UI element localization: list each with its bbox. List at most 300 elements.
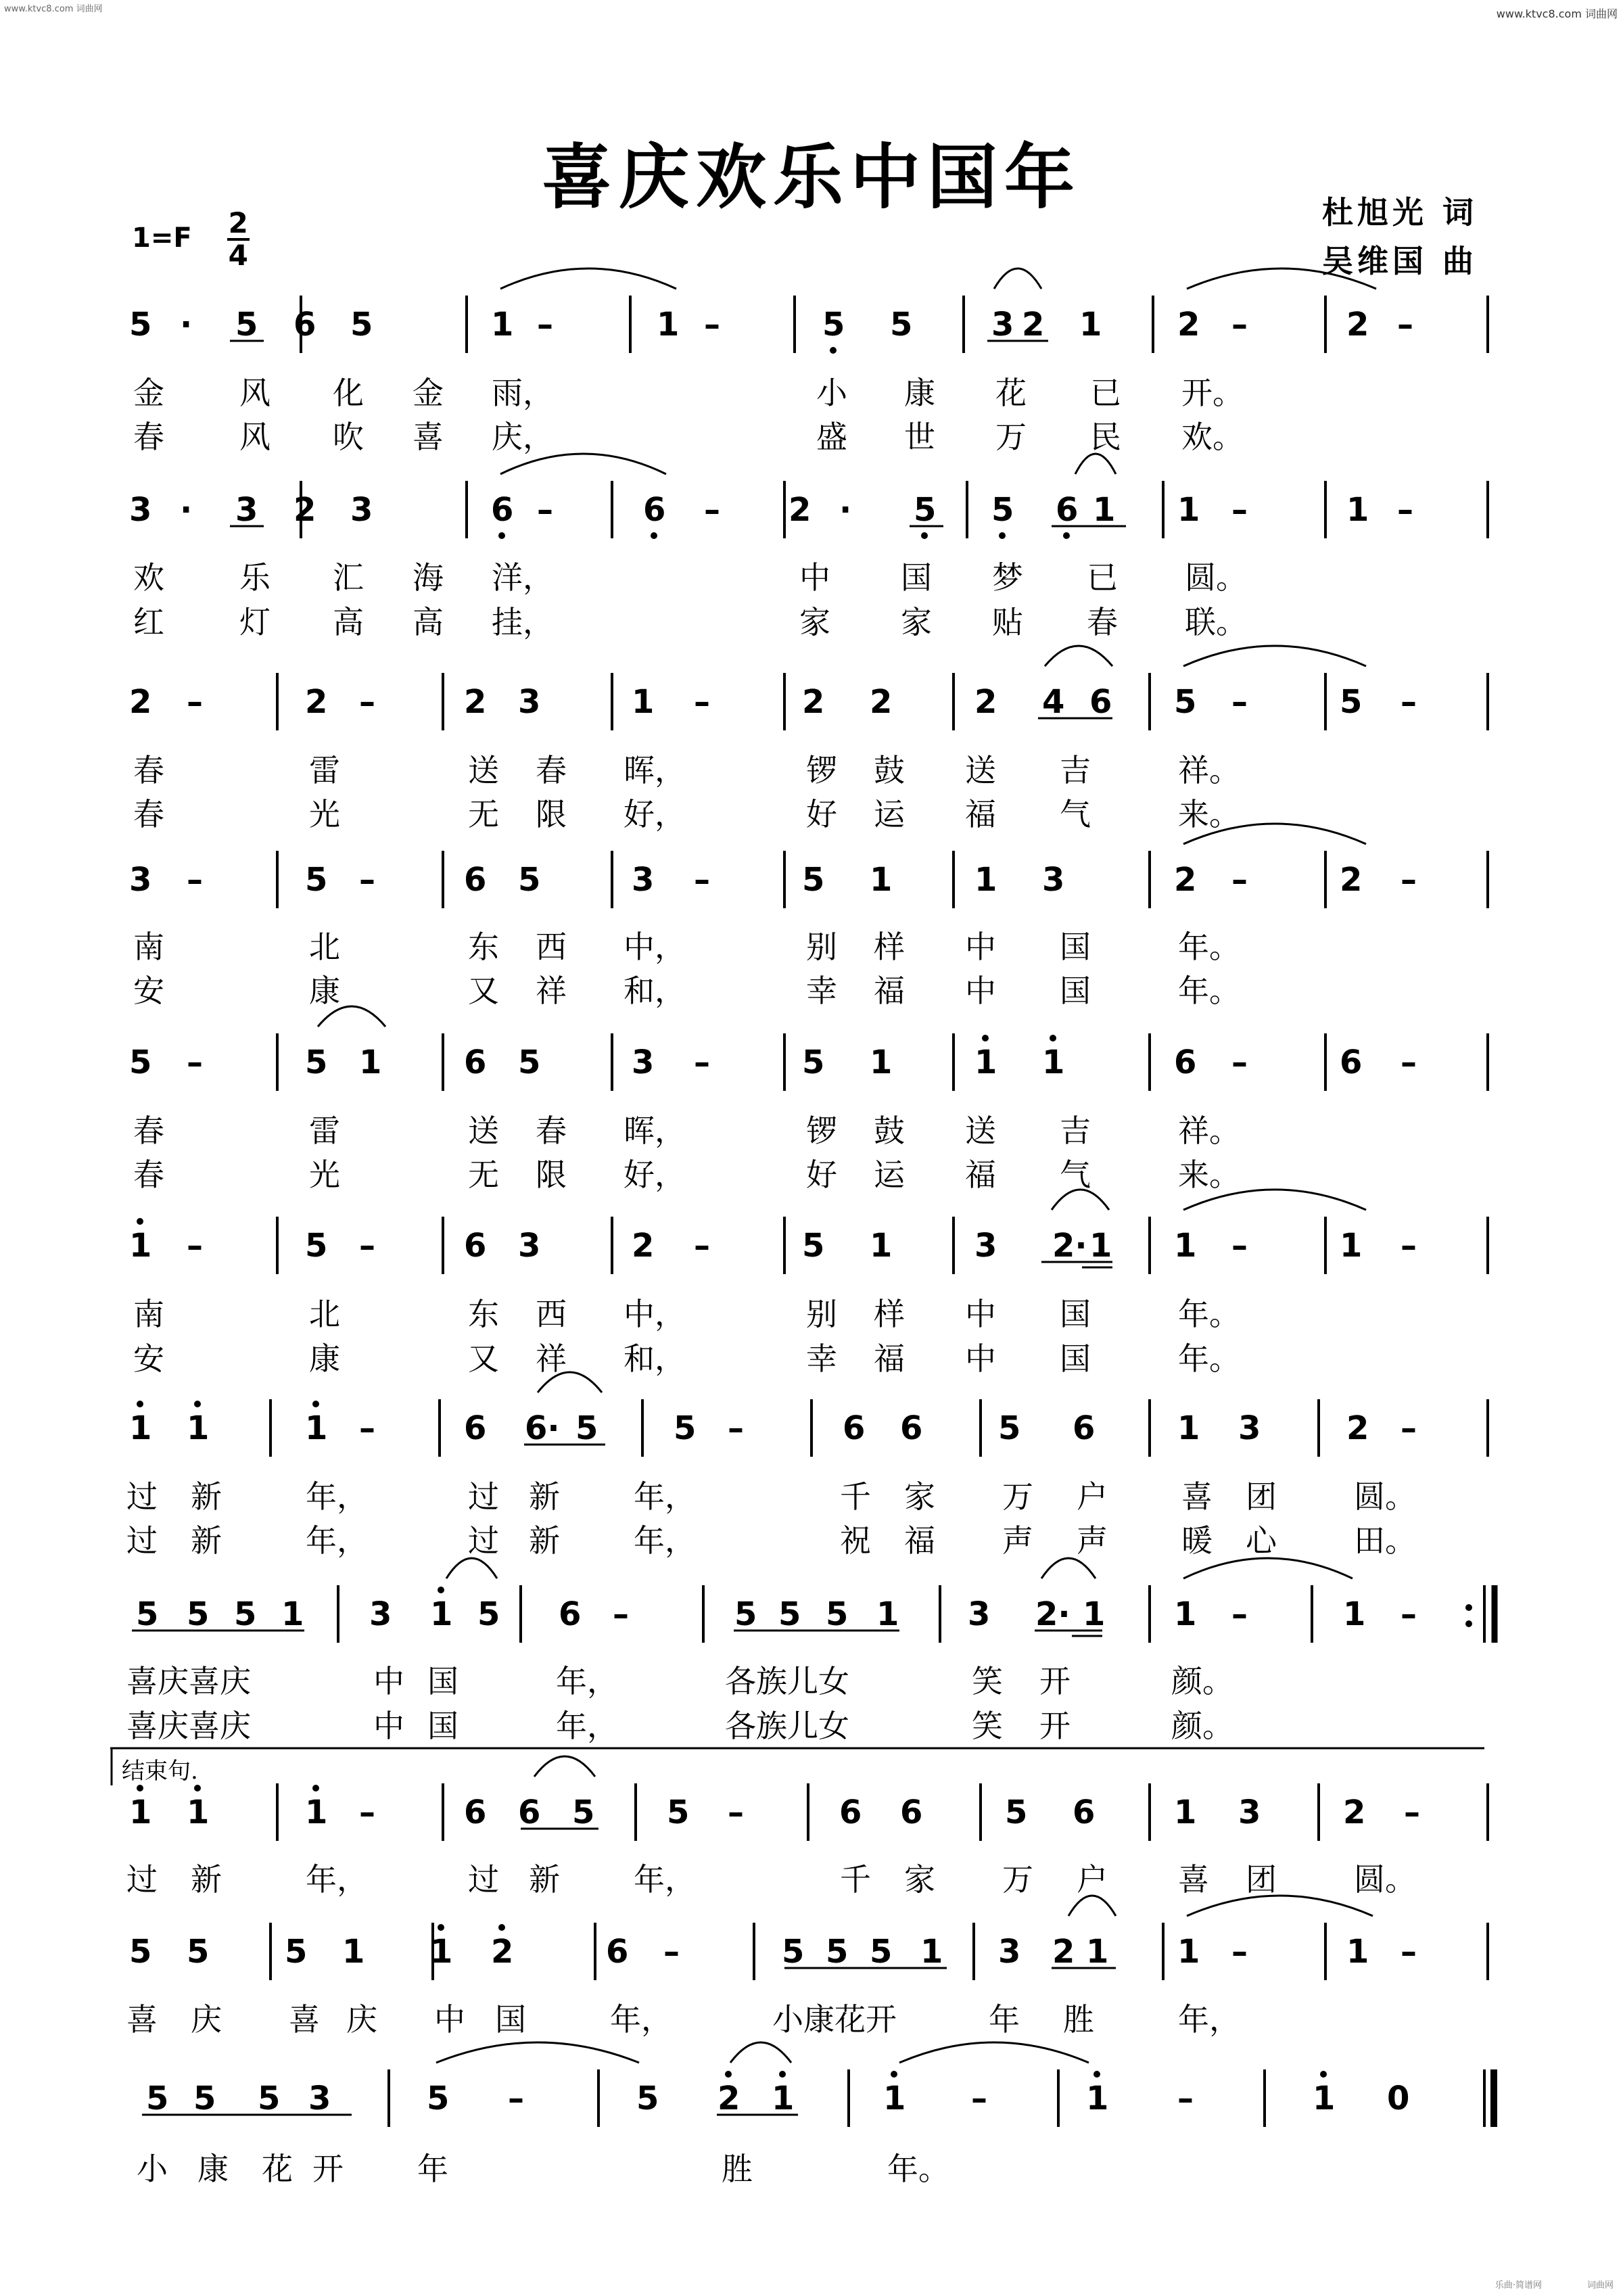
lyric-syllable: 光 <box>309 796 340 833</box>
note: 6 <box>464 861 487 899</box>
lyric-syllable: 年。 <box>1178 1340 1240 1377</box>
note: 1 <box>305 1409 328 1447</box>
lyric-syllable: 小 <box>816 375 847 411</box>
note: 5 <box>305 1044 328 1081</box>
lyric-syllable: 样 <box>874 929 905 965</box>
lyric-syllable: 红 <box>133 604 164 640</box>
note: 2 <box>129 683 152 721</box>
lyric-syllable: 安 <box>133 973 164 1009</box>
note: – <box>1231 491 1248 529</box>
slur-arc <box>994 268 1041 289</box>
octave-up-dot <box>982 1035 989 1041</box>
lyric-syllable: 好， <box>624 796 686 833</box>
lyric-syllable: 新 <box>529 1478 560 1515</box>
lyric-syllable: 梦 <box>992 559 1023 596</box>
lyric-syllable: 送 <box>965 1112 996 1149</box>
note: – <box>1401 1409 1417 1447</box>
lyric-syllable: 圆。 <box>1354 1861 1416 1898</box>
octave-up-dot <box>137 1785 143 1791</box>
lyric-syllable: 中 <box>965 973 996 1009</box>
lyric-syllable: 福 <box>874 1340 905 1377</box>
slur-arc <box>318 1006 385 1027</box>
lyric-syllable: 福 <box>874 973 905 1009</box>
note: 2 <box>1340 861 1363 899</box>
lyric-syllable: 喜 <box>1181 1478 1213 1515</box>
lyric-syllable: 春 <box>1087 604 1118 640</box>
lyric-syllable: 吉 <box>1060 752 1091 789</box>
lyric-syllable: 来。 <box>1178 796 1240 833</box>
lyric-syllable: 年， <box>634 1478 696 1515</box>
lyric-syllable: 小康花开 <box>772 2001 897 2038</box>
note: 5 <box>518 1044 541 1081</box>
note: – <box>694 1227 710 1265</box>
slur-arc <box>1045 646 1112 666</box>
lyric-syllable: 年， <box>634 1861 696 1898</box>
note: 1 <box>1089 1227 1112 1265</box>
lyric-syllable: 笑 <box>972 1663 1003 1700</box>
note: 5 <box>802 1227 825 1265</box>
note: 5 <box>822 306 845 344</box>
lyric-syllable: 过 <box>126 1861 158 1898</box>
lyric-syllable: 国 <box>901 559 932 596</box>
note: 5 <box>826 1595 849 1633</box>
lyricist-credit: 杜旭光 词 <box>1321 194 1478 231</box>
note: – <box>187 861 203 899</box>
lyric-syllable: 别 <box>806 1296 837 1332</box>
note: 5 <box>136 1595 159 1633</box>
note: 5 <box>802 861 825 899</box>
octave-up-dot <box>1320 2071 1327 2078</box>
note: – <box>1397 491 1413 529</box>
note: 0 <box>1387 2080 1410 2117</box>
note: 1 <box>1343 1595 1366 1633</box>
lyric-syllable: 福 <box>965 796 996 833</box>
lyric-syllable: 无 <box>468 796 499 833</box>
site-watermark-right: www.ktvc8.com 词曲网 <box>1496 7 1618 20</box>
lyric-syllable: 样 <box>874 1296 905 1332</box>
lyric-syllable: 又 <box>468 1340 499 1377</box>
note: – <box>1231 1227 1248 1265</box>
note: 6 <box>843 1409 866 1447</box>
octave-up-dot <box>725 2071 732 2078</box>
lyric-syllable: 祝 <box>840 1522 871 1559</box>
lyric-syllable: 庆 <box>346 2001 377 2038</box>
lyric-syllable: 金 <box>133 375 164 411</box>
lyric-syllable: 喜 <box>126 2001 158 2038</box>
lyric-syllable: 国 <box>1060 929 1091 965</box>
note: 2 <box>1343 1794 1366 1831</box>
lyric-syllable: 又 <box>468 973 499 1009</box>
lyric-syllable: 北 <box>309 1296 340 1332</box>
lyric-syllable: 化 <box>333 375 364 411</box>
note: – <box>1401 1227 1417 1265</box>
note: 1 <box>920 1933 943 1971</box>
lyric-syllable: 春 <box>133 796 164 833</box>
note: 5 <box>870 1933 893 1971</box>
note: · <box>180 491 193 529</box>
ending-caption: 结束句. <box>122 1758 198 1785</box>
lyric-syllable: 气 <box>1060 1156 1091 1193</box>
note: 5 <box>235 306 258 344</box>
lyric-syllable: 贴 <box>992 604 1023 640</box>
slur-arc <box>1187 268 1376 289</box>
note: 3 <box>369 1595 392 1633</box>
note: – <box>359 683 375 721</box>
note: 6 <box>839 1794 862 1831</box>
note: 3 <box>129 861 152 899</box>
note: – <box>359 1409 375 1447</box>
lyric-syllable: 雷 <box>309 752 340 789</box>
note: 1 <box>129 1227 152 1265</box>
lyric-syllable: 乐 <box>239 559 270 596</box>
note: 1 <box>491 306 514 344</box>
lyric-syllable: 小 <box>137 2151 168 2187</box>
note: 1 <box>870 1227 893 1265</box>
note: 6 <box>1056 491 1079 529</box>
lyric-syllable: 已 <box>1090 375 1121 411</box>
lyric-syllable: 来。 <box>1178 1156 1240 1193</box>
note: 5 <box>734 1595 757 1633</box>
note: 1 <box>1093 491 1116 529</box>
note: 5 <box>636 2080 659 2117</box>
slur-arc <box>500 268 676 289</box>
slur-arc <box>436 2042 639 2063</box>
lyric-syllable: 好， <box>624 1156 686 1193</box>
lyric-syllable: 过 <box>468 1861 499 1898</box>
time-bottom: 4 <box>228 239 248 272</box>
lyric-syllable: 中， <box>624 1296 686 1332</box>
slur-arc <box>446 1558 497 1578</box>
note: 2 <box>974 683 997 721</box>
note: 2 <box>1346 1409 1369 1447</box>
note: 1 <box>342 1933 365 1971</box>
lyric-syllable: 喜 <box>1178 1861 1209 1898</box>
note: 1 <box>1174 1227 1197 1265</box>
lyric-syllable: 年， <box>556 1663 618 1700</box>
lyric-syllable: 风 <box>239 419 270 455</box>
time-top: 2 <box>228 206 248 239</box>
lyric-syllable: 新 <box>191 1478 222 1515</box>
lyric-syllable: 东 <box>468 929 499 965</box>
note: 5 <box>146 2080 169 2117</box>
note: 1 <box>359 1044 382 1081</box>
lyric-syllable: 声 <box>1077 1522 1108 1559</box>
note: 3 <box>129 491 152 529</box>
note: 5 <box>258 2080 281 2117</box>
note: 3 <box>235 491 258 529</box>
lyric-syllable: 年， <box>610 2001 672 2038</box>
lyric-syllable: 雨， <box>492 375 554 411</box>
lyric-syllable: 户 <box>1077 1478 1108 1515</box>
lyric-syllable: 新 <box>191 1522 222 1559</box>
note: 5 <box>1174 683 1197 721</box>
lyric-syllable: 吹 <box>333 419 364 455</box>
lyric-syllable: 高 <box>333 604 364 640</box>
note: – <box>1401 861 1417 899</box>
lyric-syllable: 团 <box>1246 1478 1277 1515</box>
lyric-syllable: 和， <box>624 973 686 1009</box>
note: 5 <box>187 1595 210 1633</box>
octave-up-dot <box>1050 1035 1056 1041</box>
lyric-syllable: 颜。 <box>1171 1708 1233 1744</box>
note: 6· <box>525 1409 560 1447</box>
note: – <box>704 491 720 529</box>
note: · <box>180 306 193 344</box>
note: 1 <box>876 1595 899 1633</box>
lyric-syllable: 福 <box>965 1156 996 1193</box>
note: 1 <box>1340 1227 1363 1265</box>
note: 5 <box>193 2080 216 2117</box>
octave-down-dot <box>651 532 657 539</box>
lyric-syllable: 开。 <box>1181 375 1244 411</box>
slur-arc <box>1183 1190 1366 1210</box>
note: 1 <box>1177 1933 1200 1971</box>
lyric-syllable: 国 <box>427 1708 458 1744</box>
lyric-syllable: 年， <box>556 1708 618 1744</box>
lyric-syllable: 家 <box>904 1478 935 1515</box>
note: 2 <box>1022 306 1045 344</box>
note: – <box>508 2080 524 2117</box>
note: 1 <box>974 861 997 899</box>
lyric-syllable: 年， <box>306 1861 368 1898</box>
note: 3 <box>1238 1794 1261 1831</box>
lyric-syllable: 新 <box>529 1861 560 1898</box>
lyric-syllable: 吉 <box>1060 1112 1091 1149</box>
note: 1 <box>657 306 680 344</box>
note: 5 <box>572 1794 595 1831</box>
lyric-syllable: 庆 <box>191 2001 222 2038</box>
note: 2 <box>1346 306 1369 344</box>
note: 1 <box>632 683 655 721</box>
lyric-syllable: 送 <box>965 752 996 789</box>
note: – <box>1401 1044 1417 1081</box>
octave-up-dot <box>137 1401 143 1407</box>
note: – <box>694 683 710 721</box>
lyric-syllable: 北 <box>309 929 340 965</box>
note: 2· <box>1035 1595 1071 1633</box>
lyric-syllable: 万 <box>1002 1861 1033 1898</box>
lyric-syllable: 圆。 <box>1354 1478 1416 1515</box>
lyric-syllable: 春 <box>133 1156 164 1193</box>
note: 1 <box>187 1794 210 1831</box>
note: 3 <box>1238 1409 1261 1447</box>
octave-up-dot <box>438 1924 444 1931</box>
note: 1 <box>430 1933 453 1971</box>
lyric-syllable: 年。 <box>1178 1296 1240 1332</box>
slur-arc <box>1183 646 1366 666</box>
note: 5 <box>674 1409 697 1447</box>
lyric-syllable: 过 <box>126 1478 158 1515</box>
lyric-syllable: 幸 <box>806 1340 837 1377</box>
lyric-syllable: 年， <box>306 1522 368 1559</box>
lyric-syllable: 花 <box>262 2151 293 2187</box>
lyric-syllable: 南 <box>133 1296 164 1332</box>
note: 2 <box>632 1227 655 1265</box>
lyric-syllable: 民 <box>1090 419 1121 455</box>
octave-up-dot <box>312 1785 319 1791</box>
note: – <box>663 1933 680 1971</box>
note: 2 <box>718 2080 740 2117</box>
note: 2 <box>789 491 812 529</box>
lyric-syllable: 年。 <box>887 2151 949 2187</box>
note: 5 <box>129 306 152 344</box>
lyric-syllable: 中 <box>434 2001 465 2038</box>
lyric-syllable: 年， <box>634 1522 696 1559</box>
note: 6 <box>606 1933 629 1971</box>
note: 4 <box>1042 683 1065 721</box>
lyric-syllable: 圆。 <box>1185 559 1247 596</box>
note: 3 <box>350 491 373 529</box>
note: – <box>971 2080 987 2117</box>
lyric-syllable: 年。 <box>1178 973 1240 1009</box>
lyric-syllable: 开 <box>312 2151 344 2187</box>
note: 5 <box>998 1409 1021 1447</box>
lyric-syllable: 限 <box>536 1156 567 1193</box>
lyric-syllable: 祥。 <box>1178 752 1240 789</box>
lyric-syllable: 年。 <box>1178 929 1240 965</box>
lyric-syllable: 中 <box>965 929 996 965</box>
lyric-syllable: 晖， <box>624 752 686 789</box>
lyric-syllable: 盛 <box>816 419 847 455</box>
note: – <box>1231 861 1248 899</box>
slur-arc <box>1052 1190 1109 1210</box>
lyric-syllable: 西 <box>536 929 567 965</box>
note: – <box>704 306 720 344</box>
lyric-syllable: 气 <box>1060 796 1091 833</box>
octave-up-dot <box>891 2071 897 2078</box>
note: 1 <box>129 1794 152 1831</box>
note: 3 <box>632 861 655 899</box>
note: – <box>187 1227 203 1265</box>
lyric-syllable: 锣 <box>806 1112 837 1149</box>
lyric-syllable: 东 <box>468 1296 499 1332</box>
lyric-syllable: 中， <box>624 929 686 965</box>
note: – <box>1231 1044 1248 1081</box>
lyric-syllable: 中 <box>373 1663 404 1700</box>
lyric-syllable: 新 <box>529 1522 560 1559</box>
lyric-syllable: 新 <box>191 1861 222 1898</box>
note: – <box>537 491 553 529</box>
lyric-syllable: 光 <box>309 1156 340 1193</box>
note: 5 <box>477 1595 500 1633</box>
note: 6 <box>1073 1794 1096 1831</box>
slur-arc <box>1075 454 1116 474</box>
note: – <box>613 1595 629 1633</box>
note: – <box>728 1794 744 1831</box>
note: 1 <box>974 1044 997 1081</box>
octave-up-dot <box>137 1218 143 1225</box>
lyric-syllable: 联。 <box>1185 604 1247 640</box>
note: 6 <box>1174 1044 1197 1081</box>
note: – <box>537 306 553 344</box>
note: – <box>694 861 710 899</box>
lyric-syllable: 花 <box>995 375 1027 411</box>
lyric-syllable: 世 <box>904 419 935 455</box>
octave-down-dot <box>498 532 505 539</box>
note: 1 <box>1174 1794 1197 1831</box>
note: – <box>1401 1933 1417 1971</box>
lyric-syllable: 海 <box>413 559 444 596</box>
note: – <box>1401 1595 1417 1633</box>
repeat-dot <box>1465 1604 1472 1611</box>
slur-arc <box>899 2042 1089 2063</box>
key-label: 1=F <box>132 222 192 254</box>
lyric-syllable: 送 <box>468 1112 499 1149</box>
note: 6 <box>464 1044 487 1081</box>
slur-arc <box>1041 1558 1096 1578</box>
note: 1 <box>883 2080 906 2117</box>
note: 1 <box>1346 491 1369 529</box>
lyric-syllable: 风 <box>239 375 270 411</box>
note: 6 <box>464 1794 487 1831</box>
lyric-syllable: 开 <box>1039 1663 1071 1700</box>
note: – <box>359 861 375 899</box>
note: – <box>1231 683 1248 721</box>
note: 5 <box>1340 683 1363 721</box>
note: 5 <box>427 2080 450 2117</box>
lyric-syllable: 家 <box>799 604 830 640</box>
note: 1 <box>1083 1595 1106 1633</box>
lyric-syllable: 运 <box>874 1156 905 1193</box>
lyric-syllable: 国 <box>1060 973 1091 1009</box>
octave-up-dot <box>438 1587 444 1593</box>
note: 2 <box>1174 861 1197 899</box>
lyric-syllable: 南 <box>133 929 164 965</box>
lyric-syllable: 万 <box>1002 1478 1033 1515</box>
lyric-syllable: 西 <box>536 1296 567 1332</box>
note: 5 <box>802 1044 825 1081</box>
note: 5 <box>1005 1794 1028 1831</box>
lyric-syllable: 康 <box>904 375 935 411</box>
lyric-syllable: 喜庆喜庆 <box>126 1663 251 1700</box>
note: 6 <box>464 1227 487 1265</box>
note: 3 <box>518 1227 541 1265</box>
note: 6 <box>1340 1044 1363 1081</box>
note: – <box>728 1409 744 1447</box>
lyric-syllable: 家 <box>901 604 932 640</box>
note: – <box>1404 1794 1420 1831</box>
slur-arc <box>500 454 666 474</box>
note: 1 <box>1177 491 1200 529</box>
note: 1 <box>1086 2080 1109 2117</box>
lyric-syllable: 国 <box>1060 1340 1091 1377</box>
note: 6 <box>491 491 514 529</box>
lyric-syllable: 运 <box>874 796 905 833</box>
note: 5 <box>890 306 913 344</box>
note: 3 <box>1042 861 1065 899</box>
lyric-syllable: 胜 <box>1063 2001 1094 2038</box>
note: 5 <box>782 1933 805 1971</box>
note: 2 <box>802 683 825 721</box>
lyric-syllable: 过 <box>468 1478 499 1515</box>
lyric-syllable: 金 <box>413 375 444 411</box>
octave-down-dot <box>921 532 928 539</box>
note: 1 <box>1042 1044 1065 1081</box>
lyric-syllable: 晖， <box>624 1112 686 1149</box>
lyric-syllable: 户 <box>1077 1861 1108 1898</box>
note: – <box>187 683 203 721</box>
lyric-syllable: 喜 <box>413 419 444 455</box>
note: 5 <box>826 1933 849 1971</box>
note: 2 <box>464 683 487 721</box>
footer-mark-right: 词曲网 <box>1586 2280 1614 2291</box>
lyric-syllable: 胜 <box>722 2151 753 2187</box>
note: 1 <box>1177 1409 1200 1447</box>
note: – <box>187 1044 203 1081</box>
lyric-syllable: 已 <box>1087 559 1118 596</box>
lyric-syllable: 康 <box>197 2151 229 2187</box>
lyric-syllable: 家 <box>904 1861 935 1898</box>
